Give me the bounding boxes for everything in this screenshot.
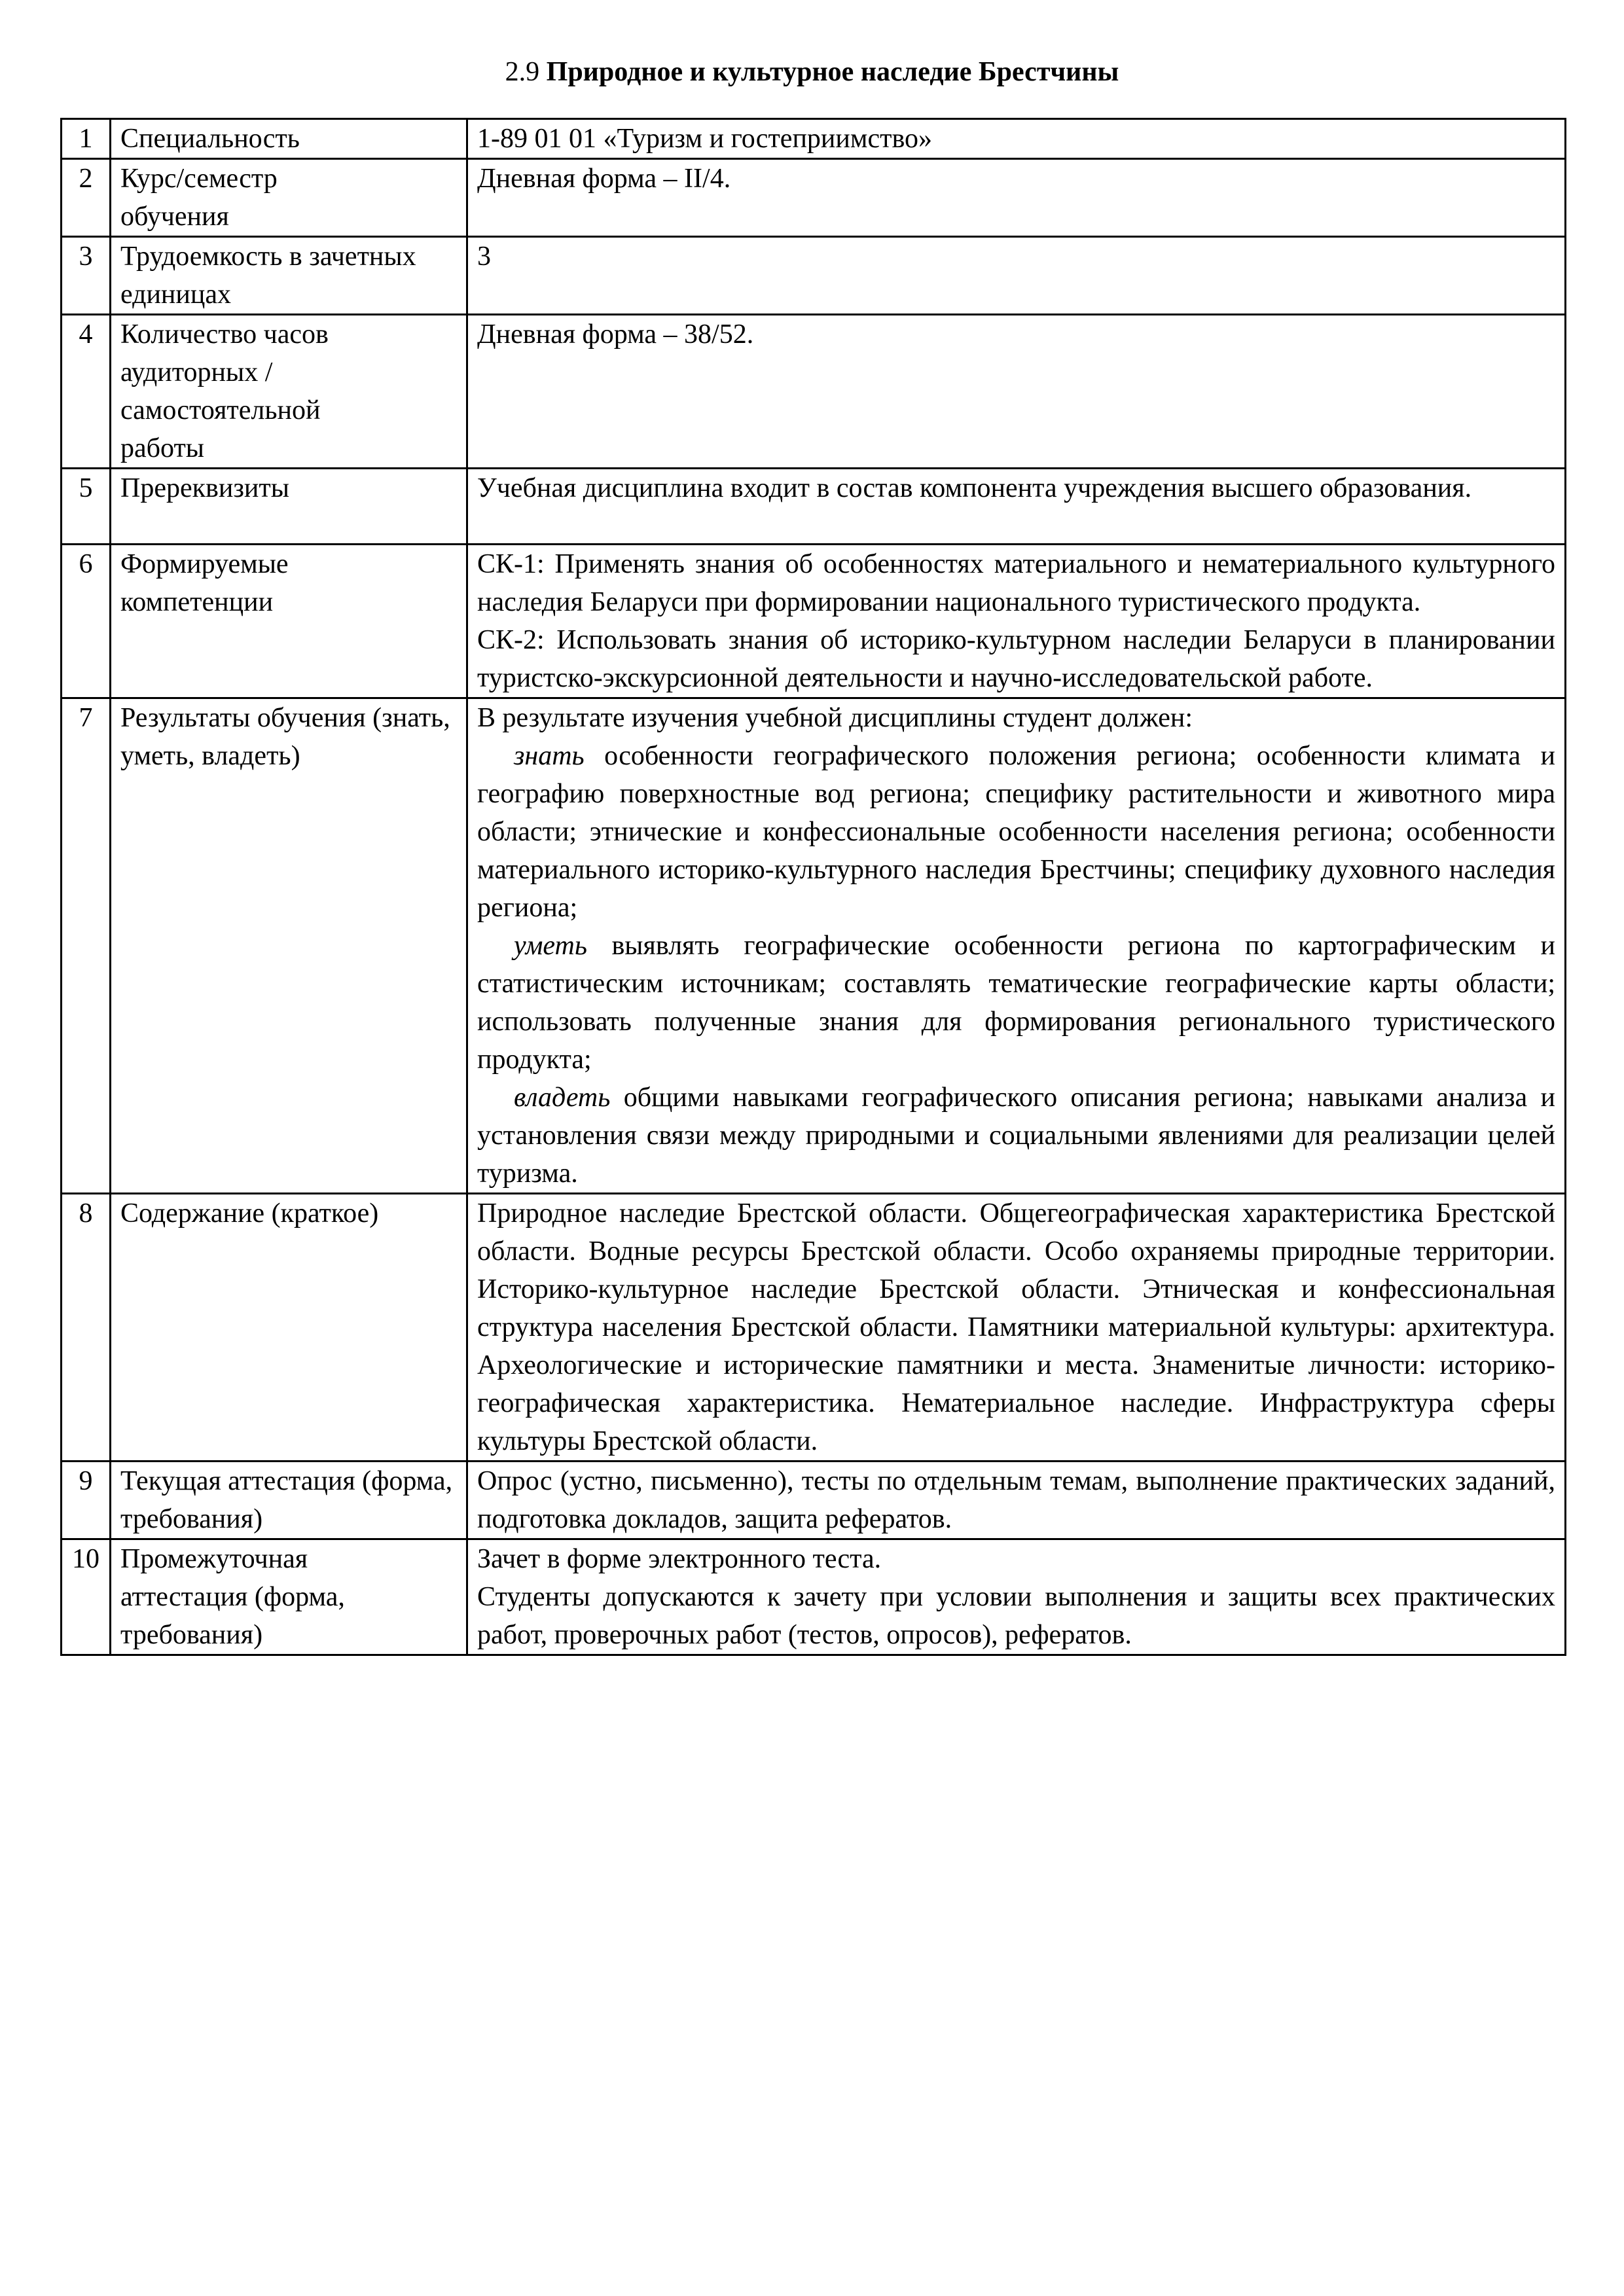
row-value [467,1462,1566,1539]
table-row-prerequisites [62,469,1566,545]
row-value [467,1194,1566,1462]
row-value [467,1539,1566,1655]
table-row-hours [62,315,1566,469]
table-row-learning-outcomes [62,698,1566,1194]
table-row-credits [62,237,1566,315]
row-label: Специальность [111,119,467,159]
row-value: Дневная форма – II/4. [467,159,1566,237]
content-text: Природное наследие Брестской области. Общегеографическая характеристика Брестской области. Водные ресурсы Брестской области. Особо охраняемы природные территории. Историко-культурное наследие Брестской области. Этническая и конфессиональная структура населения Брестской области. Памятники материальной культуры: архитектура. Археологические и исторические памятники и места. Знаменитые личности: историко-географическая характеристика. Нематериальное наследие. Инфраструктура сферы культуры Брестской области. [477,1198,1555,1456]
row-number: 5 [62,469,111,545]
outcome-text: особенности географического положения региона; особенности климата и географию поверхностные вод региона; специфику растительности и животного мира области; этнические и конфессиональные особенности населения региона; особенности материального историко-культурного наследия Брестчины; специфику духовного наследия региона; [477,741,1555,923]
outcome-master [477,1079,1555,1193]
intermediate-assessment-line-1: Зачет в форме электронного теста. [477,1544,882,1574]
row-label: Промежуточная аттестация (форма, требования) [111,1539,467,1655]
row-label: Результаты обучения (знать, уметь, владеть) [111,698,467,1194]
table-row-course-semester [62,159,1566,237]
table-row-specialty [62,119,1566,159]
row-number: 8 [62,1194,111,1462]
outcome-keyword: знать [514,741,585,771]
outcome-can [477,927,1555,1079]
row-number: 2 [62,159,111,237]
row-number: 1 [62,119,111,159]
row-number: 4 [62,315,111,469]
row-label: Текущая аттестация (форма, требования) [111,1462,467,1539]
intermediate-assessment-line-2: Студенты допускаются к зачету при условии выполнения и защиты всех практических работ, проверочных работ (тестов, опросов), рефератов. [477,1582,1555,1650]
table-row-content [62,1194,1566,1462]
row-value: 1-89 01 01 «Туризм и гостеприимство» [467,119,1566,159]
row-label: Курс/семестр обучения [111,159,467,237]
row-label: Количество часов аудиторных / самостоятельной работы [111,315,467,469]
row-number: 9 [62,1462,111,1539]
title-text: Природное и культурное наследие Брестчины [546,57,1119,87]
row-value: 3 [467,237,1566,315]
outcome-keyword: уметь [514,931,587,961]
table-row-intermediate-assessment [62,1539,1566,1655]
table-row-current-assessment [62,1462,1566,1539]
row-label: Содержание (краткое) [111,1194,467,1462]
row-label: Пререквизиты [111,469,467,545]
outcome-text: общими навыками географического описания региона; навыками анализа и установления связи между природными и социальными явлениями для реализации целей туризма. [477,1083,1555,1189]
row-value [467,698,1566,1194]
row-value [467,469,1566,545]
row-number: 10 [62,1539,111,1655]
outcome-text: выявлять географические особенности региона по картографическим и статистическим источникам; составлять тематические географические карты области; использовать полученные знания для формирования регионального туристического продукта; [477,931,1555,1075]
current-assessment-text: Опрос (устно, письменно), тесты по отдельным темам, выполнение практических заданий, подготовка докладов, защита рефератов. [477,1466,1555,1534]
page-title [0,54,1624,90]
row-label: Трудоемкость в зачетных единицах [111,237,467,315]
discipline-table [60,118,1566,1656]
prerequisites-text: Учебная дисциплина входит в состав компонента учреждения высшего образования. [477,473,1472,503]
table-row-competencies [62,545,1566,698]
row-number: 6 [62,545,111,698]
competency-sk1: СК-1: Применять знания об особенностях материального и нематериального культурного наследия Беларуси при формировании национального туристического продукта. [477,549,1555,617]
row-number: 7 [62,698,111,1194]
row-value: Дневная форма – 38/52. [467,315,1566,469]
outcome-keyword: владеть [514,1083,611,1113]
outcome-know [477,737,1555,927]
title-number: 2.9 [505,57,540,87]
row-label: Формируемые компетенции [111,545,467,698]
outcomes-intro: В результате изучения учебной дисциплины студент должен: [477,703,1193,733]
competency-sk2: СК-2: Использовать знания об историко-культурном наследии Беларуси в планировании туристско-экскурсионной деятельности и научно-исследовательской работе. [477,625,1555,693]
row-number: 3 [62,237,111,315]
row-value [467,545,1566,698]
